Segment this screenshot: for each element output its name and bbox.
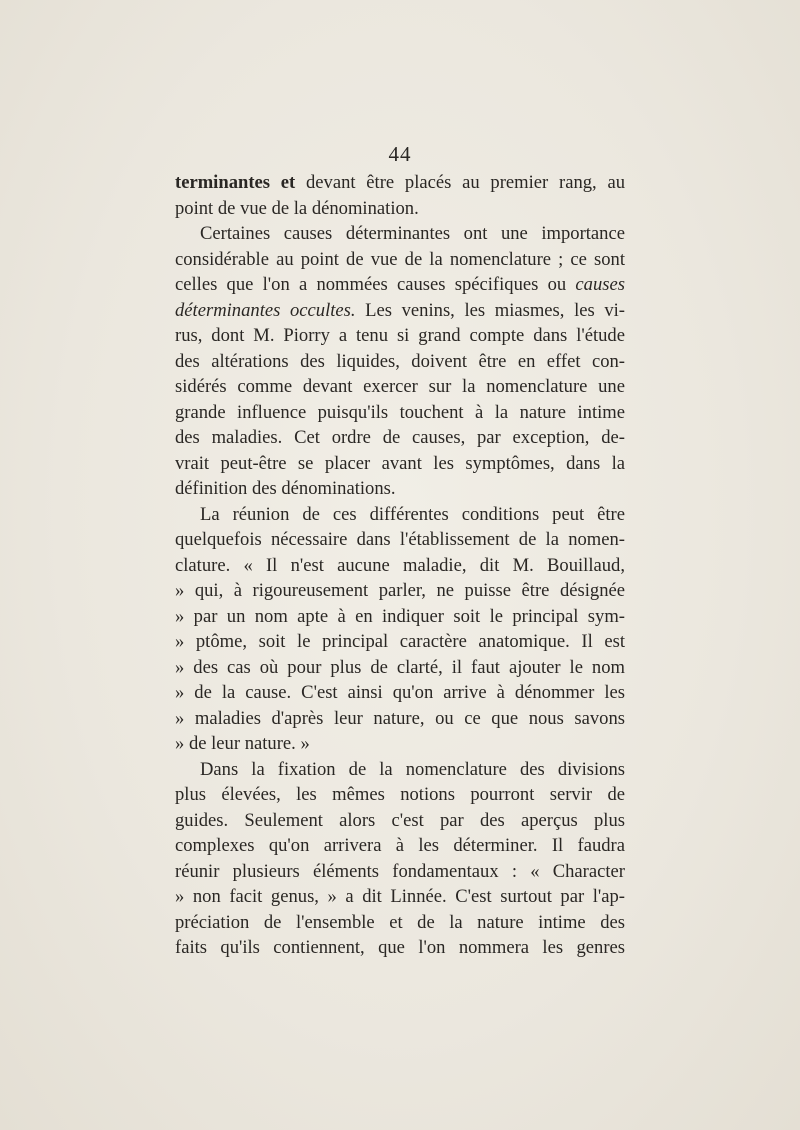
text-line: des maladies. Cet ordre de causes, par exception, de-: [175, 427, 625, 448]
text-line: » des cas où pour plus de clarté, il faut ajouter le nom: [175, 656, 625, 678]
text-line: » ptôme, soit le principal caractère anatomique. Il est: [175, 631, 625, 652]
text-line: [175, 272, 625, 298]
text-line: faits qu'ils contiennent, que l'on nommera les genres: [175, 937, 625, 958]
text-line: » maladies d'après leur nature, ou ce que nous savons: [175, 707, 625, 729]
text-line: sidérés comme devant exercer sur la nomenclature une: [175, 376, 625, 397]
text-line: considérable au point de vue de la nomenclature ; ce sont: [175, 248, 625, 270]
text-line: » qui, à rigoureusement parler, ne puisse être désignée: [175, 580, 625, 601]
text-run: Les venins, les miasmes, les vi-: [355, 299, 625, 321]
text-line: rus, dont M. Piorry a tenu si grand compte dans l'étude: [175, 325, 625, 346]
text-line: définition des dénominations.: [175, 478, 396, 499]
body-text: [175, 170, 625, 961]
text-line: plus élevées, les mêmes notions pourront servir de: [175, 784, 625, 805]
italic-run: causes: [575, 274, 625, 295]
text-line: Certaines causes déterminantes ont une importance: [200, 223, 625, 244]
text-line: [175, 170, 625, 196]
text-line: guides. Seulement alors c'est par des aperçus plus: [175, 809, 625, 831]
text-line: » non facit genus, » a dit Linnée. C'est surtout par l'ap-: [175, 886, 625, 907]
text-line: point de vue de la dénomination.: [175, 197, 419, 219]
text-line: préciation de l'ensemble et de la nature intime des: [175, 911, 625, 933]
text-line: quelquefois nécessaire dans l'établissement de la nomen-: [175, 529, 625, 550]
text-line: » de leur nature. »: [175, 733, 310, 754]
italic-run: déterminantes occultes.: [175, 299, 356, 321]
bold-run: terminantes et: [175, 172, 296, 193]
text-run: celles que l'on a nommées causes spécifiques ou: [175, 274, 576, 295]
text-line: » par un nom apte à en indiquer soit le principal sym-: [175, 605, 625, 627]
text-run: devant être placés au premier rang, au: [295, 172, 625, 193]
text-line: La réunion de ces différentes conditions peut être: [200, 503, 625, 525]
text-line: clature. « Il n'est aucune maladie, dit M. Bouillaud,: [175, 554, 625, 576]
text-line: » de la cause. C'est ainsi qu'on arrive à dénommer les: [175, 682, 625, 703]
text-line: réunir plusieurs éléments fondamentaux : « Character: [175, 860, 625, 882]
text-line: [175, 298, 625, 324]
text-line: complexes qu'on arrivera à les déterminer. Il faudra: [175, 835, 625, 856]
text-line: des altérations des liquides, doivent être en effet con-: [175, 350, 625, 372]
text-line: grande influence puisqu'ils touchent à la nature intime: [175, 401, 625, 423]
page-number: 44: [388, 142, 412, 166]
text-line: Dans la fixation de la nomenclature des divisions: [200, 758, 625, 780]
text-line: vrait peut-être se placer avant les symptômes, dans la: [175, 452, 625, 474]
